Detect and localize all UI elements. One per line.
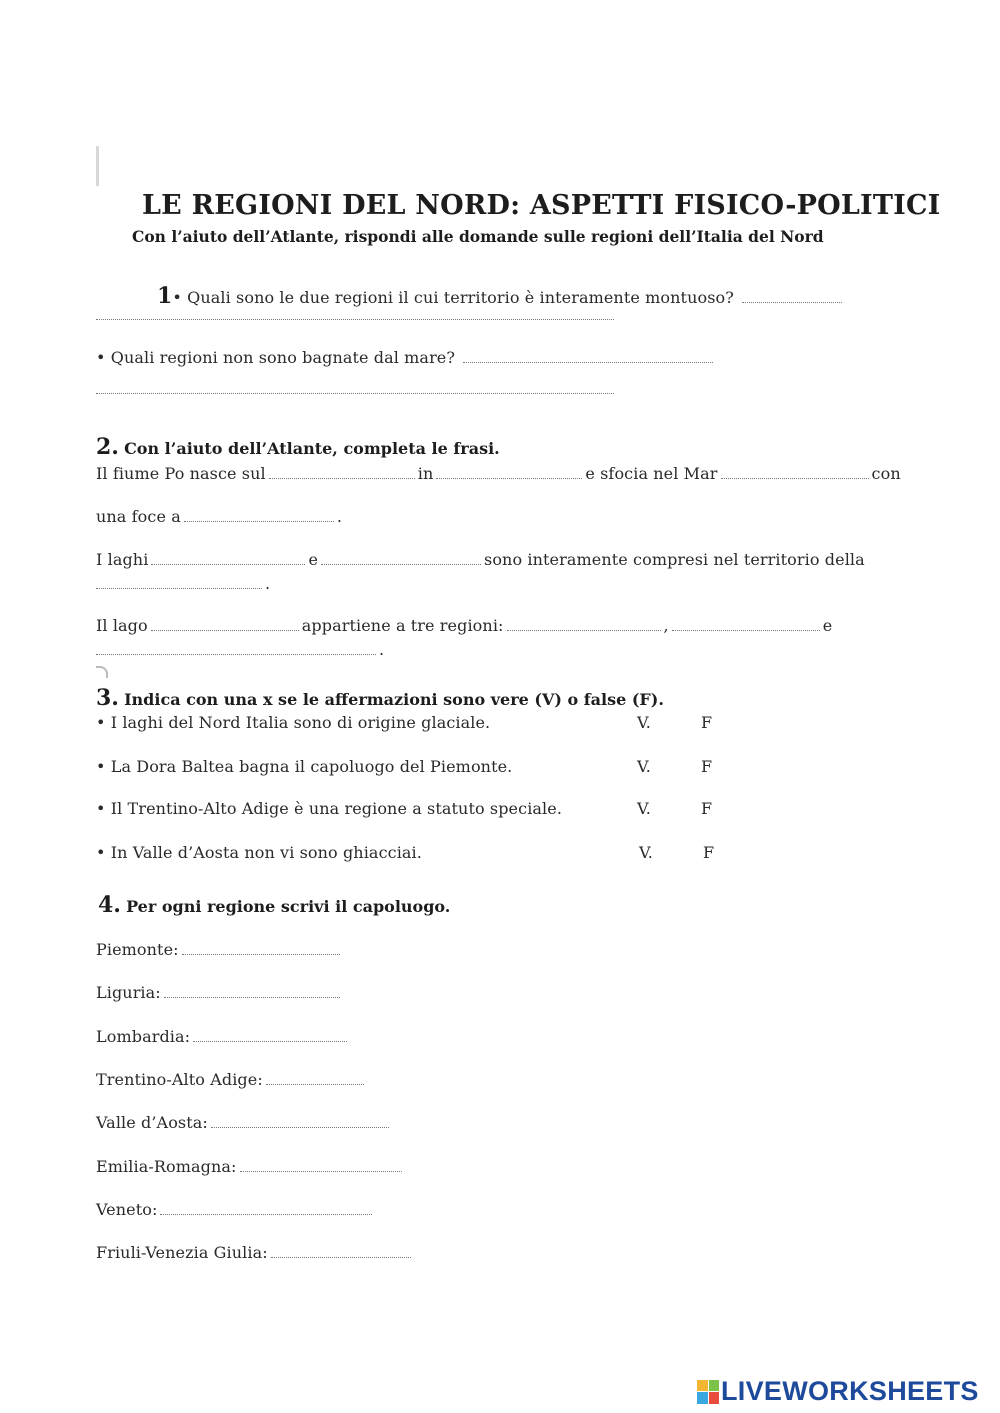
q1-question-a: • Quali sono le due regioni il cui territorio è interamente montuoso? <box>172 288 734 307</box>
region-row <box>96 1070 367 1089</box>
answer-blank[interactable] <box>211 1126 389 1128</box>
q2-text: Il lago <box>96 616 148 635</box>
q3-item: • Il Trentino-Alto Adige è una regione a statuto speciale. <box>96 799 563 818</box>
region-row <box>96 940 343 959</box>
q2-text: I laghi <box>96 550 149 569</box>
q3-heading-row <box>96 685 664 711</box>
answer-blank[interactable] <box>182 953 340 955</box>
answer-blank[interactable] <box>160 1213 372 1215</box>
answer-blank[interactable] <box>321 563 481 565</box>
answer-blank[interactable] <box>164 996 340 998</box>
q2-line1 <box>96 464 901 483</box>
true-option[interactable]: V. <box>637 713 651 732</box>
q2-number: 2. <box>96 434 119 460</box>
region-row <box>96 1027 350 1046</box>
region-row <box>96 1113 392 1132</box>
false-option[interactable]: F <box>701 713 713 732</box>
true-option[interactable]: V. <box>637 799 651 818</box>
region-label: Liguria: <box>96 983 161 1002</box>
q2-text: . <box>336 507 343 526</box>
q2-text: sono interamente compresi nel territorio della <box>484 550 865 569</box>
region-row <box>96 983 343 1002</box>
q3-item: • La Dora Baltea bagna il capoluogo del Piemonte. <box>96 757 513 776</box>
logo-text: LIVEWORKSHEETS <box>721 1376 979 1406</box>
region-label: Trentino-Alto Adige: <box>96 1070 263 1089</box>
q2-text: . <box>265 574 271 593</box>
q3-item: • I laghi del Nord Italia sono di origine glaciale. <box>96 713 491 732</box>
q2-line4b <box>96 640 384 659</box>
q2-text: appartiene a tre regioni: <box>301 616 504 635</box>
region-label: Valle d’Aosta: <box>96 1113 208 1132</box>
answer-blank[interactable] <box>721 477 869 479</box>
q2-text: una foce a <box>96 507 181 526</box>
q1-question-b: • Quali regioni non sono bagnate dal mare? <box>96 348 456 367</box>
region-label: Veneto: <box>96 1200 158 1219</box>
q2-heading-row <box>96 434 500 460</box>
q2-text: e <box>822 616 833 635</box>
q3-heading: Indica con una x se le affermazioni sono vere (V) o false (F). <box>124 690 664 709</box>
q1-number: 1 <box>157 283 173 309</box>
q4-number: 4. <box>98 892 121 918</box>
answer-blank[interactable] <box>266 1083 364 1085</box>
answer-blank[interactable] <box>742 301 842 303</box>
q2-line3 <box>96 550 865 569</box>
true-option[interactable]: V. <box>637 757 651 776</box>
answer-blank[interactable] <box>672 629 820 631</box>
q2-text: , <box>663 616 669 635</box>
q2-text: . <box>379 640 385 659</box>
q1-line-a <box>157 283 845 309</box>
q2-heading: Con l’aiuto dell’Atlante, completa le frasi. <box>124 439 500 458</box>
false-option[interactable]: F <box>701 757 713 776</box>
stray-mark <box>96 666 108 678</box>
answer-blank[interactable] <box>271 1256 411 1258</box>
q2-text: Il fiume Po nasce sul <box>96 464 266 483</box>
false-option[interactable]: F <box>703 843 715 862</box>
logo-icon <box>697 1380 719 1404</box>
liveworksheets-logo <box>697 1376 979 1407</box>
answer-blank[interactable] <box>436 477 582 479</box>
region-row <box>96 1243 414 1262</box>
q2-line4 <box>96 616 832 635</box>
false-option[interactable]: F <box>701 799 713 818</box>
region-label: Piemonte: <box>96 940 179 959</box>
q2-text: con <box>871 464 901 483</box>
margin-mark <box>96 146 99 186</box>
region-row <box>96 1157 405 1176</box>
region-row <box>96 1200 375 1219</box>
q2-text: e <box>308 550 319 569</box>
answer-blank[interactable] <box>96 319 614 320</box>
q4-heading: Per ogni regione scrivi il capoluogo. <box>126 897 451 916</box>
q2-line2 <box>96 507 342 526</box>
answer-blank[interactable] <box>151 629 299 631</box>
answer-blank[interactable] <box>463 361 713 363</box>
answer-blank[interactable] <box>96 393 614 394</box>
q2-text: in <box>417 464 434 483</box>
region-label: Friuli-Venezia Giulia: <box>96 1243 268 1262</box>
page-subtitle: Con l’aiuto dell’Atlante, rispondi alle domande sulle regioni dell’Italia del Nord <box>132 227 824 246</box>
q2-line3b <box>96 574 270 593</box>
q4-heading-row <box>98 892 450 918</box>
q1-line-b <box>96 348 716 367</box>
page-title: LE REGIONI DEL NORD: ASPETTI FISICO-POLITICI <box>142 190 941 221</box>
q2-text: e sfocia nel Mar <box>585 464 718 483</box>
answer-blank[interactable] <box>184 520 334 522</box>
answer-blank[interactable] <box>96 653 376 655</box>
region-label: Lombardia: <box>96 1027 191 1046</box>
true-option[interactable]: V. <box>639 843 653 862</box>
answer-blank[interactable] <box>96 587 262 589</box>
answer-blank[interactable] <box>240 1170 402 1172</box>
answer-blank[interactable] <box>269 477 415 479</box>
q3-item: • In Valle d’Aosta non vi sono ghiacciai. <box>96 843 422 862</box>
region-label: Emilia-Romagna: <box>96 1157 237 1176</box>
q3-number: 3. <box>96 685 119 711</box>
answer-blank[interactable] <box>151 563 305 565</box>
answer-blank[interactable] <box>507 629 661 631</box>
answer-blank[interactable] <box>193 1040 347 1042</box>
